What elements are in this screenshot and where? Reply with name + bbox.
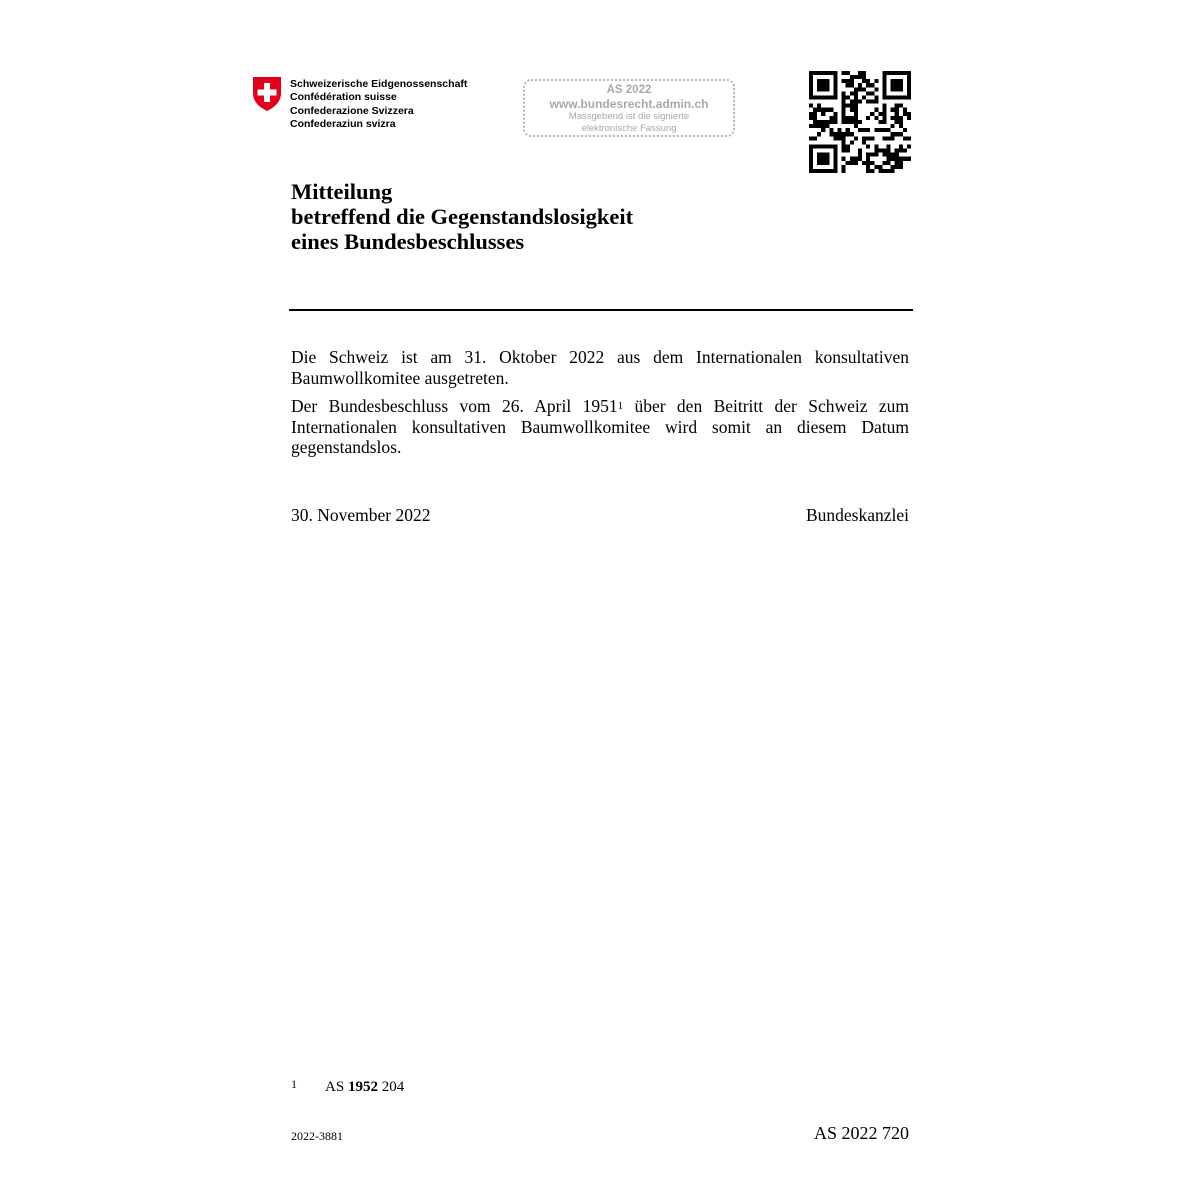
federal-name-it: Confederazione Svizzera [290, 104, 414, 117]
footnote-year: 1952 [347, 1079, 378, 1095]
federal-name-de: Schweizerische Eidgenossenschaft [290, 78, 468, 90]
swiss-shield-icon [252, 76, 282, 112]
federal-names [290, 78, 467, 131]
federal-logo [252, 76, 472, 136]
footnote-prefix: AS [325, 1079, 348, 1095]
title-line-2: betreffend die Gegenstandslosigkeit [291, 204, 634, 229]
stamp-note-1: Massgebend ist die signierte [568, 111, 690, 122]
title-line-3: eines Bundesbeschlusses [291, 229, 525, 254]
footnote-page: 204 [377, 1079, 405, 1095]
paragraph-2-start: Der Bundesbeschluss vom 26. April 1951 [291, 396, 618, 416]
paragraph-2-end: über den Beitritt der Schweiz zum Internationalen konsultativen Baumwollkomitee wird somit an diesem Datum gegenstandslos. [291, 396, 909, 457]
signature-authority: Bundeskanzlei [805, 505, 909, 525]
document-body [291, 347, 909, 466]
document-number: 2022-3881 [291, 1129, 343, 1143]
page-title [291, 179, 911, 254]
footnote-number: 1 [291, 1077, 297, 1091]
footnote-reference[interactable]: 1 [617, 400, 624, 412]
stamp-website: www.bundesrecht.admin.ch [549, 97, 709, 111]
qr-code-icon [809, 71, 911, 173]
signature-date: 30. November 2022 [291, 505, 431, 525]
federal-name-fr: Confédération suisse [290, 91, 397, 104]
footnote-text [325, 1078, 404, 1096]
paragraph-1: Die Schweiz ist am 31. Oktober 2022 aus dem Internationalen konsultativen Baumwollkomitee ausgetreten. [291, 347, 909, 388]
as-reference: AS 2022 720 [813, 1123, 909, 1143]
stamp-collection: AS 2022 [606, 84, 652, 96]
federal-name-rm: Confederaziun svizra [290, 117, 396, 130]
paragraph-2 [291, 396, 909, 458]
stamp-note-2: elektronische Fassung [581, 122, 677, 134]
title-divider [289, 309, 913, 311]
title-line-1: Mitteilung [291, 179, 393, 204]
official-stamp [523, 79, 735, 137]
